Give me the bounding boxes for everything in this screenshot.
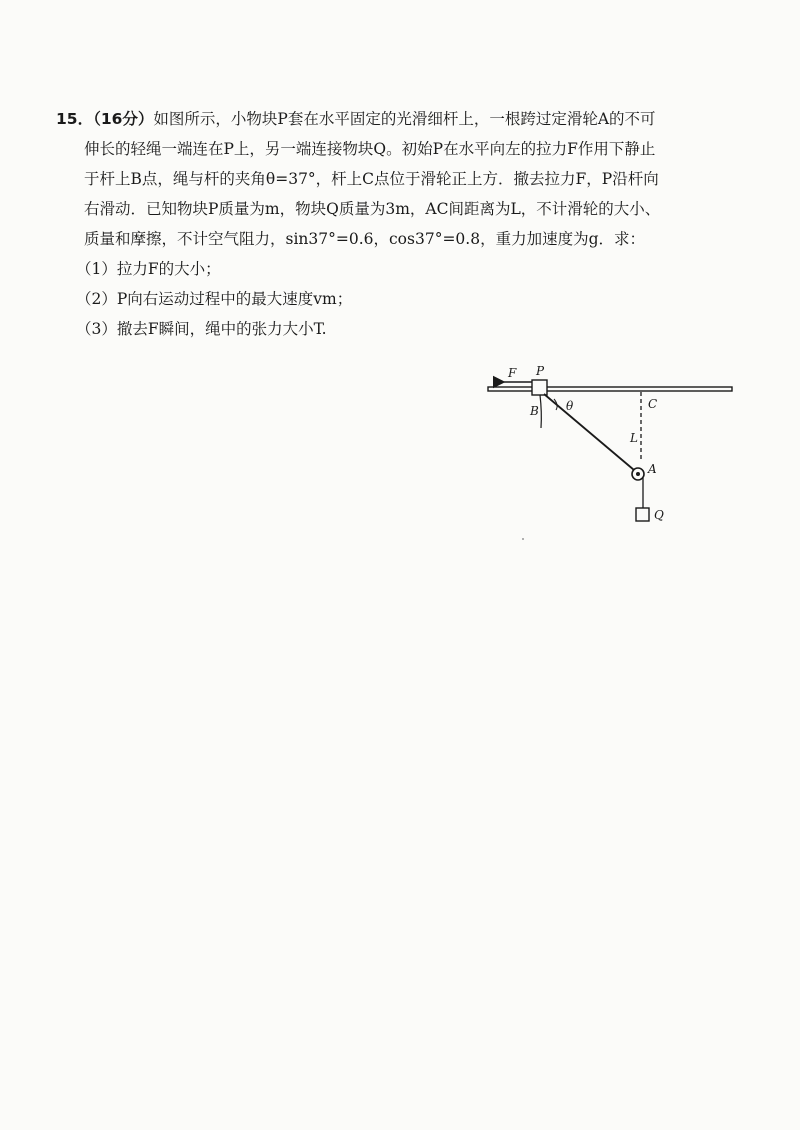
horizontal-rod xyxy=(488,387,732,391)
question-1: （1）拉力F的大小； xyxy=(76,260,221,278)
speck xyxy=(522,538,524,540)
label-c: C xyxy=(648,397,658,411)
problem-number: 15． xyxy=(56,110,94,128)
problem-text-line: 右滑动．已知物块P质量为m，物块Q质量为3m，AC间距离为L，不计滑轮的大小、 xyxy=(84,200,661,218)
problem-line-1 xyxy=(56,104,756,134)
physics-diagram xyxy=(484,360,744,535)
pulley-axle xyxy=(636,472,640,476)
problem-15 xyxy=(56,104,756,344)
block-p xyxy=(532,380,547,395)
label-q: Q xyxy=(654,508,664,522)
problem-points: （16分） xyxy=(93,110,154,128)
reference-line-b xyxy=(540,395,541,428)
question-3: （3）撤去F瞬间，绳中的张力大小T. xyxy=(76,320,327,338)
label-b: B xyxy=(530,404,539,418)
label-l: L xyxy=(630,431,638,445)
problem-text-line: 如图所示，小物块P套在水平固定的光滑细杆上，一根跨过定滑轮A的不可 xyxy=(153,110,656,128)
block-q xyxy=(636,508,649,521)
label-theta: θ xyxy=(566,399,574,413)
label-f: F xyxy=(508,366,517,380)
question-2: （2）P向右运动过程中的最大速度vm； xyxy=(76,290,353,308)
problem-text-line: 于杆上B点，绳与杆的夹角θ=37°，杆上C点位于滑轮正上方．撤去拉力F，P沿杆向 xyxy=(84,170,659,188)
problem-text-line: 伸长的轻绳一端连在P上，另一端连接物块Q。初始P在水平向左的拉力F作用下静止 xyxy=(84,140,656,158)
rope xyxy=(544,394,634,470)
label-p: P xyxy=(536,364,545,378)
problem-text-line: 质量和摩擦，不计空气阻力，sin37°=0.6，cos37°=0.8，重力加速度为g．求： xyxy=(84,230,646,248)
label-a: A xyxy=(648,462,657,476)
